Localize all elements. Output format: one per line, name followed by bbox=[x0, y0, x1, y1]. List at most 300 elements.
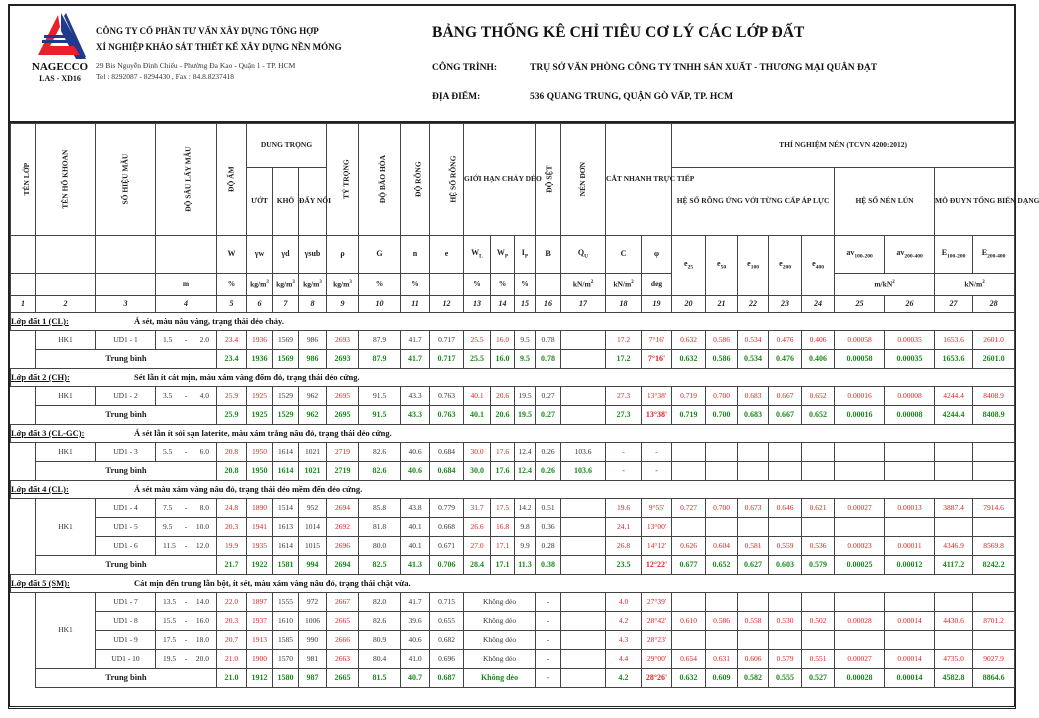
symbol-20: $e_{25}$ bbox=[672, 236, 706, 296]
col-thi-nghiem-nen: THÍ NGHIỆM NÉN (TCVN 4200:2012) bbox=[672, 124, 1015, 168]
value-cell bbox=[835, 593, 885, 612]
value-cell: 43.3 bbox=[401, 387, 430, 406]
value-cell bbox=[935, 443, 973, 462]
value-cell: 29°00' bbox=[642, 650, 672, 669]
symbol-26: $av_{200-400}$ bbox=[885, 236, 935, 274]
layer-header-row bbox=[11, 425, 1015, 443]
average-value: 8242.2 bbox=[973, 556, 1015, 575]
average-value: 0.00025 bbox=[835, 556, 885, 575]
logo-brand: NAGECCO bbox=[31, 61, 89, 73]
column-number: 15 bbox=[515, 296, 536, 313]
value-cell: 19.5 bbox=[515, 387, 536, 406]
value-cell: 9027.9 bbox=[973, 650, 1015, 669]
value-cell bbox=[706, 593, 738, 612]
average-value: 28.4 bbox=[464, 556, 491, 575]
average-value: 2601.0 bbox=[973, 350, 1015, 369]
table-row bbox=[11, 387, 1015, 406]
value-cell: - bbox=[536, 650, 561, 669]
value-cell bbox=[802, 443, 835, 462]
sample-id: UD1 - 5 bbox=[96, 518, 156, 537]
value-cell bbox=[802, 518, 835, 537]
sample-id: UD1 - 1 bbox=[96, 331, 156, 350]
value-cell: 0.652 bbox=[802, 387, 835, 406]
col-do-bao-hoa: ĐỘ BÃO HÒA bbox=[359, 124, 401, 236]
layer-title bbox=[11, 313, 1015, 331]
value-cell: 27.0 bbox=[464, 537, 491, 556]
layer-header-row bbox=[11, 313, 1015, 331]
average-value: 1529 bbox=[273, 406, 299, 425]
col-he-so-rong: HỆ SỐ RỖNG bbox=[430, 124, 464, 236]
value-cell: 1015 bbox=[299, 537, 327, 556]
sample-id: UD1 - 10 bbox=[96, 650, 156, 669]
average-value: 17.2 bbox=[606, 350, 642, 369]
sample-id: UD1 - 2 bbox=[96, 387, 156, 406]
value-cell: 0.559 bbox=[769, 537, 802, 556]
location-label: ĐỊA ĐIỂM: bbox=[432, 92, 481, 102]
average-value: 0.534 bbox=[738, 350, 769, 369]
value-cell: 0.00027 bbox=[835, 499, 885, 518]
average-value: 0.38 bbox=[536, 556, 561, 575]
value-cell: 4.0 bbox=[606, 593, 642, 612]
value-cell: 0.646 bbox=[769, 499, 802, 518]
value-cell bbox=[706, 443, 738, 462]
value-cell: 39.6 bbox=[401, 612, 430, 631]
value-cell: 1653.6 bbox=[935, 331, 973, 350]
value-cell: 4244.4 bbox=[935, 387, 973, 406]
sample-id: UD1 - 3 bbox=[96, 443, 156, 462]
value-cell: 81.8 bbox=[359, 518, 401, 537]
layer-title bbox=[11, 575, 1015, 593]
value-cell: 27°39' bbox=[642, 593, 672, 612]
column-number: 22 bbox=[738, 296, 769, 313]
value-cell: 0.763 bbox=[430, 387, 464, 406]
average-value: 0.683 bbox=[738, 406, 769, 425]
sample-depth: 5.5 - 6.0 bbox=[156, 443, 217, 462]
soil-properties-table bbox=[10, 123, 1039, 688]
value-cell: 24.8 bbox=[217, 499, 247, 518]
value-cell bbox=[706, 631, 738, 650]
symbol-13: $W_L$ bbox=[464, 236, 491, 274]
average-row bbox=[11, 406, 1015, 425]
layer-header-row bbox=[11, 369, 1015, 387]
column-number: 2 bbox=[36, 296, 96, 313]
value-cell: 23.4 bbox=[217, 331, 247, 350]
column-number-row bbox=[11, 296, 1015, 313]
sample-depth: 3.5 - 4.0 bbox=[156, 387, 217, 406]
empty-cell bbox=[11, 387, 36, 425]
average-value: 21.0 bbox=[217, 669, 247, 688]
layer-description: Sét lẫn ít cát mịn, màu xám vàng đốm đỏ, trạng thái dẻo cứng. bbox=[134, 371, 360, 382]
value-cell: 0.696 bbox=[430, 650, 464, 669]
average-value: 0.700 bbox=[706, 406, 738, 425]
symbol-7: γd bbox=[273, 236, 299, 274]
value-cell: 0.581 bbox=[738, 537, 769, 556]
column-number: 16 bbox=[536, 296, 561, 313]
value-cell: 0.621 bbox=[802, 499, 835, 518]
value-cell: 1021 bbox=[299, 443, 327, 462]
value-cell: 16.0 bbox=[491, 331, 515, 350]
average-value: 0.476 bbox=[769, 350, 802, 369]
average-label: Trung bình bbox=[36, 462, 217, 481]
unit-13: $kN/m^2$ bbox=[561, 274, 606, 296]
average-value bbox=[835, 462, 885, 481]
col-ty-trong: TỶ TRỌNG bbox=[327, 124, 359, 236]
average-value: 0.406 bbox=[802, 350, 835, 369]
sample-id: UD1 - 6 bbox=[96, 537, 156, 556]
average-value: 0.00028 bbox=[835, 669, 885, 688]
table-row bbox=[11, 650, 1015, 669]
value-cell: 25.5 bbox=[464, 331, 491, 350]
value-cell: 2667 bbox=[327, 593, 359, 612]
value-cell: 986 bbox=[299, 331, 327, 350]
average-value: 0.632 bbox=[672, 669, 706, 688]
average-value: 4.2 bbox=[606, 669, 642, 688]
symbol-27: $E_{100-200}$ bbox=[935, 236, 973, 274]
average-value: 17.1 bbox=[491, 556, 515, 575]
value-cell: 981 bbox=[299, 650, 327, 669]
borehole-name: HK1 bbox=[36, 593, 96, 669]
table-row bbox=[11, 593, 1015, 612]
value-cell: 1614 bbox=[273, 443, 299, 462]
average-value: 1581 bbox=[273, 556, 299, 575]
column-number: 23 bbox=[769, 296, 802, 313]
value-cell: 972 bbox=[299, 593, 327, 612]
value-cell: 0.00035 bbox=[885, 331, 935, 350]
table-row bbox=[11, 331, 1015, 350]
col-do-sau: ĐỘ SÂU LẤY MẪU bbox=[156, 124, 217, 236]
value-cell: 17.6 bbox=[491, 443, 515, 462]
value-cell: 0.00011 bbox=[885, 537, 935, 556]
average-label: Trung bình bbox=[36, 406, 217, 425]
value-cell bbox=[769, 443, 802, 462]
layer-name: Lớp đất 3 (CL-GC): bbox=[11, 427, 85, 438]
average-value: 20.6 bbox=[491, 406, 515, 425]
value-cell: 0.51 bbox=[536, 499, 561, 518]
value-cell bbox=[672, 443, 706, 462]
average-label: Trung bình bbox=[36, 556, 217, 575]
unit-5: $kg/m^3$ bbox=[327, 274, 359, 296]
value-cell: 1014 bbox=[299, 518, 327, 537]
layer-name: Lớp đất 2 (CH): bbox=[11, 371, 70, 382]
layer-name: Lớp đất 4 (CL): bbox=[11, 483, 69, 494]
average-value: 40.6 bbox=[401, 462, 430, 481]
value-cell: 82.6 bbox=[359, 443, 401, 462]
value-cell: 0.36 bbox=[536, 518, 561, 537]
value-cell: 24.1 bbox=[606, 518, 642, 537]
unit-3: $kg/m^3$ bbox=[273, 274, 299, 296]
value-cell: 40.6 bbox=[401, 443, 430, 462]
value-cell: 2695 bbox=[327, 387, 359, 406]
average-value: - bbox=[606, 462, 642, 481]
value-cell bbox=[769, 631, 802, 650]
value-cell: 0.700 bbox=[706, 387, 738, 406]
value-cell: 0.00058 bbox=[835, 331, 885, 350]
average-value: 0.00008 bbox=[885, 406, 935, 425]
average-value: 27.3 bbox=[606, 406, 642, 425]
value-cell: 30.0 bbox=[464, 443, 491, 462]
average-value: 0.00035 bbox=[885, 350, 935, 369]
value-cell: 20.3 bbox=[217, 518, 247, 537]
average-value: 0.00014 bbox=[885, 669, 935, 688]
layer-title bbox=[11, 425, 1015, 443]
value-cell: 0.717 bbox=[430, 331, 464, 350]
average-value: 9.5 bbox=[515, 350, 536, 369]
value-cell bbox=[973, 631, 1015, 650]
average-value: 1021 bbox=[299, 462, 327, 481]
value-cell: 27.3 bbox=[606, 387, 642, 406]
value-cell: 0.406 bbox=[802, 331, 835, 350]
column-number: 4 bbox=[156, 296, 217, 313]
column-number: 6 bbox=[247, 296, 273, 313]
non-plastic-value: Không dẻo bbox=[464, 593, 536, 612]
value-cell: 0.700 bbox=[706, 499, 738, 518]
value-cell: 0.586 bbox=[706, 331, 738, 350]
layer-title bbox=[11, 369, 1015, 387]
value-cell: 990 bbox=[299, 631, 327, 650]
nagecco-logo-icon bbox=[36, 13, 86, 59]
value-cell: 1890 bbox=[247, 499, 273, 518]
average-value: 0.627 bbox=[738, 556, 769, 575]
value-cell: 0.631 bbox=[706, 650, 738, 669]
value-cell: 82.6 bbox=[359, 612, 401, 631]
value-cell: 4.4 bbox=[606, 650, 642, 669]
column-number: 24 bbox=[802, 296, 835, 313]
average-value: 994 bbox=[299, 556, 327, 575]
average-value: 19.5 bbox=[515, 406, 536, 425]
value-cell bbox=[672, 631, 706, 650]
average-value: 1580 bbox=[273, 669, 299, 688]
value-cell: 13°38' bbox=[642, 387, 672, 406]
average-value: 1614 bbox=[273, 462, 299, 481]
sample-id: UD1 - 8 bbox=[96, 612, 156, 631]
value-cell: 0.610 bbox=[672, 612, 706, 631]
average-value bbox=[672, 462, 706, 481]
value-cell: 19.9 bbox=[217, 537, 247, 556]
non-plastic-value: Không dẻo bbox=[464, 650, 536, 669]
value-cell: 0.715 bbox=[430, 593, 464, 612]
value-cell: 85.8 bbox=[359, 499, 401, 518]
average-label: Trung bình bbox=[36, 350, 217, 369]
value-cell bbox=[935, 593, 973, 612]
unit-15: deg bbox=[642, 274, 672, 296]
value-cell: 1900 bbox=[247, 650, 273, 669]
col-cat-nhanh: CẮT NHANH TRỰC TIẾP bbox=[606, 124, 672, 236]
value-cell: 1941 bbox=[247, 518, 273, 537]
value-cell: 0.779 bbox=[430, 499, 464, 518]
value-cell: 28°23' bbox=[642, 631, 672, 650]
value-cell: 4430.6 bbox=[935, 612, 973, 631]
value-cell: 0.682 bbox=[430, 631, 464, 650]
value-cell: 1897 bbox=[247, 593, 273, 612]
average-row bbox=[11, 669, 1015, 688]
value-cell: 80.0 bbox=[359, 537, 401, 556]
average-value: 962 bbox=[299, 406, 327, 425]
value-cell bbox=[885, 593, 935, 612]
unit-row bbox=[11, 274, 1015, 296]
value-cell bbox=[561, 593, 606, 612]
value-cell bbox=[672, 593, 706, 612]
value-cell: 12.4 bbox=[515, 443, 536, 462]
unit-14: $kN/m^2$ bbox=[606, 274, 642, 296]
average-value: 11.3 bbox=[515, 556, 536, 575]
average-value: 1653.6 bbox=[935, 350, 973, 369]
value-cell: 20.6 bbox=[491, 387, 515, 406]
average-value: 2695 bbox=[327, 406, 359, 425]
average-value: 0.00058 bbox=[835, 350, 885, 369]
symbol-25: $av_{100-200}$ bbox=[835, 236, 885, 274]
average-value: 0.603 bbox=[769, 556, 802, 575]
column-number: 1 bbox=[11, 296, 36, 313]
value-cell: 9.9 bbox=[515, 537, 536, 556]
col-so-hieu-mau: SỐ HIỆU MẪU bbox=[96, 124, 156, 236]
symbol-row bbox=[11, 236, 1015, 274]
project-value: TRỤ SỞ VĂN PHÒNG CÔNG TY TNHH SẢN XUẤT - THƯƠNG MẠI QUÂN ĐẠT bbox=[530, 63, 878, 73]
average-value bbox=[973, 462, 1015, 481]
value-cell bbox=[935, 518, 973, 537]
value-cell: - bbox=[536, 631, 561, 650]
col-dung-trong: DUNG TRỌNG bbox=[247, 124, 327, 168]
value-cell: 1585 bbox=[273, 631, 299, 650]
column-number: 19 bbox=[642, 296, 672, 313]
value-cell: 103.6 bbox=[561, 443, 606, 462]
value-cell: 1569 bbox=[273, 331, 299, 350]
value-cell: 1613 bbox=[273, 518, 299, 537]
value-cell bbox=[672, 518, 706, 537]
value-cell: 0.579 bbox=[769, 650, 802, 669]
sample-id: UD1 - 9 bbox=[96, 631, 156, 650]
borehole-name: HK1 bbox=[36, 443, 96, 462]
value-cell bbox=[973, 443, 1015, 462]
value-cell: 41.7 bbox=[401, 331, 430, 350]
average-value: - bbox=[536, 669, 561, 688]
value-cell: 0.502 bbox=[802, 612, 835, 631]
value-cell bbox=[561, 612, 606, 631]
unit-12 bbox=[536, 274, 561, 296]
value-cell: 0.683 bbox=[738, 387, 769, 406]
value-cell: 0.558 bbox=[738, 612, 769, 631]
unit-10: % bbox=[491, 274, 515, 296]
value-cell bbox=[802, 631, 835, 650]
value-cell: 0.00027 bbox=[835, 650, 885, 669]
company-name: CÔNG TY CỔ PHẦN TƯ VẤN XÂY DỰNG TỔNG HỢP bbox=[96, 26, 319, 36]
column-number: 17 bbox=[561, 296, 606, 313]
value-cell bbox=[973, 593, 1015, 612]
column-number: 20 bbox=[672, 296, 706, 313]
value-cell: 0.00013 bbox=[885, 499, 935, 518]
document-title: BẢNG THỐNG KÊ CHỈ TIÊU CƠ LÝ CÁC LỚP ĐẤT bbox=[432, 24, 805, 41]
unit-6: % bbox=[359, 274, 401, 296]
column-number: 8 bbox=[299, 296, 327, 313]
average-value bbox=[885, 462, 935, 481]
project-label: CÔNG TRÌNH: bbox=[432, 63, 498, 73]
value-cell: 0.719 bbox=[672, 387, 706, 406]
value-cell: 8408.9 bbox=[973, 387, 1015, 406]
value-cell: 91.5 bbox=[359, 387, 401, 406]
average-row bbox=[11, 350, 1015, 369]
value-cell: 80.4 bbox=[359, 650, 401, 669]
value-cell bbox=[561, 331, 606, 350]
value-cell bbox=[885, 518, 935, 537]
sample-id: UD1 - 7 bbox=[96, 593, 156, 612]
symbol-22: $e_{100}$ bbox=[738, 236, 769, 296]
value-cell: 2693 bbox=[327, 331, 359, 350]
value-cell: 2601.0 bbox=[973, 331, 1015, 350]
average-value: 0.582 bbox=[738, 669, 769, 688]
average-value: 2719 bbox=[327, 462, 359, 481]
layer-description: Á sét màu xám vàng nâu đỏ, trạng thái dẻo mềm đến dẻo cứng. bbox=[134, 483, 363, 494]
symbol-12: e bbox=[430, 236, 464, 274]
unit-16: $m/kN^2$ bbox=[835, 274, 935, 296]
average-value: 40.1 bbox=[464, 406, 491, 425]
average-value: 0.27 bbox=[536, 406, 561, 425]
value-cell: 1950 bbox=[247, 443, 273, 462]
value-cell: 1555 bbox=[273, 593, 299, 612]
average-value: 8408.9 bbox=[973, 406, 1015, 425]
average-value: 0.763 bbox=[430, 406, 464, 425]
symbol-19: φ bbox=[642, 236, 672, 274]
value-cell bbox=[835, 518, 885, 537]
col-he-so-nen-lun: HỆ SỐ NÉN LÚN bbox=[835, 167, 935, 235]
symbol-16: B bbox=[536, 236, 561, 274]
average-value bbox=[561, 669, 606, 688]
sample-depth: 13.5 - 14.0 bbox=[156, 593, 217, 612]
average-value: 1925 bbox=[247, 406, 273, 425]
layer-name: Lớp đất 5 (SM): bbox=[11, 577, 70, 588]
average-value: 0.632 bbox=[672, 350, 706, 369]
value-cell: 87.9 bbox=[359, 331, 401, 350]
borehole-name: HK1 bbox=[36, 331, 96, 350]
value-cell: 4.3 bbox=[606, 631, 642, 650]
value-cell: 1529 bbox=[273, 387, 299, 406]
average-value: 987 bbox=[299, 669, 327, 688]
average-value: 4582.8 bbox=[935, 669, 973, 688]
layer-header-row bbox=[11, 481, 1015, 499]
value-cell: 20.3 bbox=[217, 612, 247, 631]
value-cell: 26.6 bbox=[464, 518, 491, 537]
value-cell: 1514 bbox=[273, 499, 299, 518]
average-value: 87.9 bbox=[359, 350, 401, 369]
average-value: 30.0 bbox=[464, 462, 491, 481]
empty-cell bbox=[11, 331, 36, 369]
value-cell bbox=[561, 387, 606, 406]
value-cell: 0.626 bbox=[672, 537, 706, 556]
column-number: 27 bbox=[935, 296, 973, 313]
column-number: 18 bbox=[606, 296, 642, 313]
value-cell: 0.727 bbox=[672, 499, 706, 518]
average-value: 17.6 bbox=[491, 462, 515, 481]
average-value bbox=[738, 462, 769, 481]
value-cell: 41.0 bbox=[401, 650, 430, 669]
value-cell: 9.5 bbox=[515, 331, 536, 350]
column-number: 14 bbox=[491, 296, 515, 313]
sample-depth: 17.5 - 18.0 bbox=[156, 631, 217, 650]
average-value bbox=[935, 462, 973, 481]
unit-9: % bbox=[464, 274, 491, 296]
average-value: 0.677 bbox=[672, 556, 706, 575]
unit-11: % bbox=[515, 274, 536, 296]
value-cell: 0.00014 bbox=[885, 650, 935, 669]
average-value: 2665 bbox=[327, 669, 359, 688]
column-number: 11 bbox=[401, 296, 430, 313]
average-value: 16.0 bbox=[491, 350, 515, 369]
value-cell: 1006 bbox=[299, 612, 327, 631]
value-cell bbox=[973, 518, 1015, 537]
table-row bbox=[11, 537, 1015, 556]
layer-title bbox=[11, 481, 1015, 499]
sample-depth: 1.5 - 2.0 bbox=[156, 331, 217, 350]
value-cell: 0.00014 bbox=[885, 612, 935, 631]
value-cell: - bbox=[536, 593, 561, 612]
